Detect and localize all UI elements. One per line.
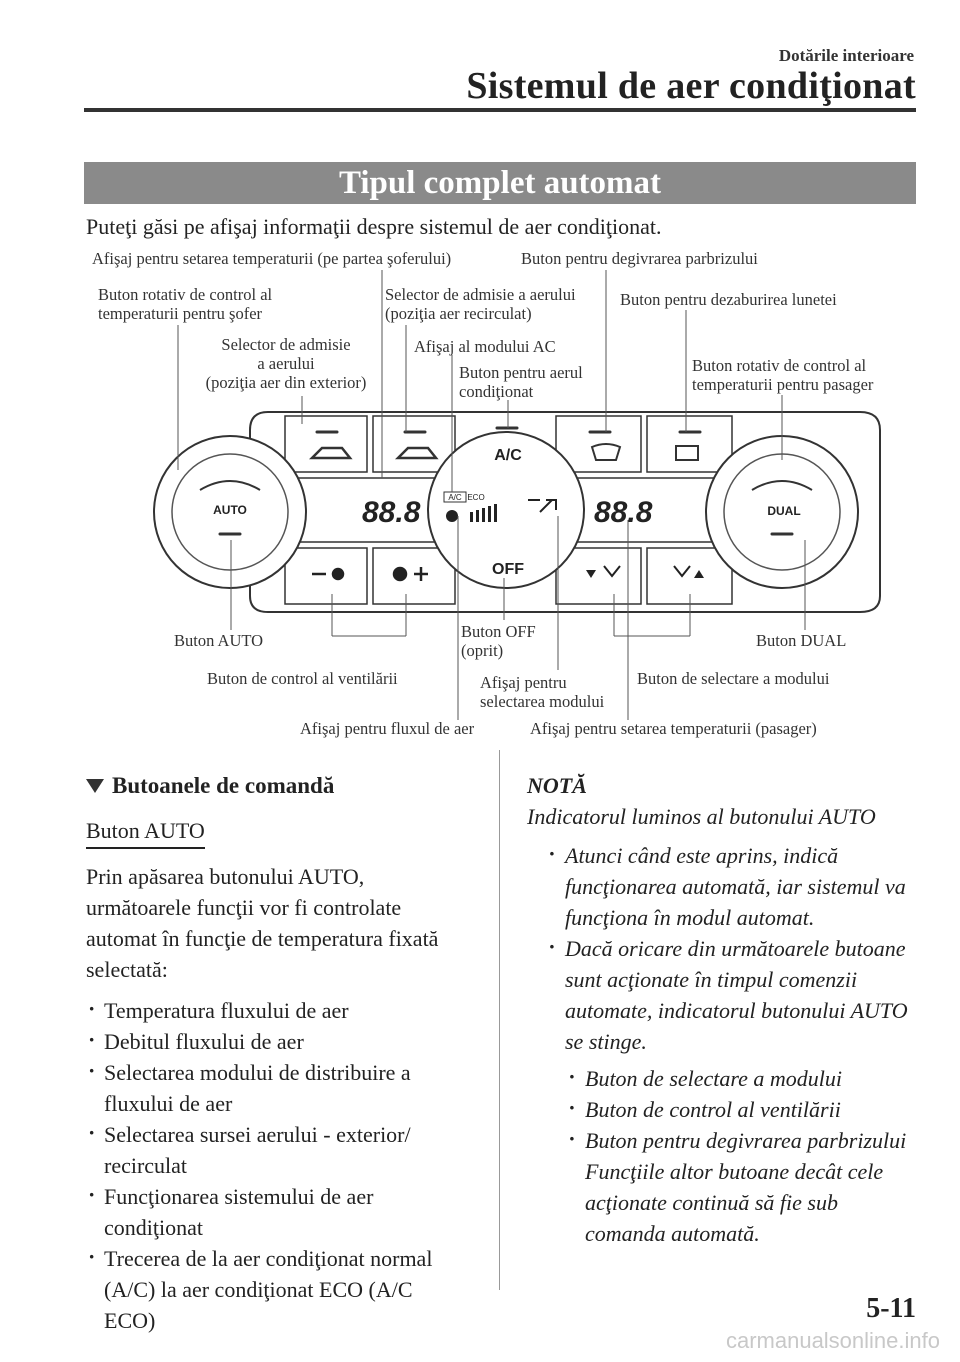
label-mode-select: Buton de selectare a modului xyxy=(637,669,830,688)
section-banner: Tipul complet automat xyxy=(84,162,916,204)
note-heading: NOTĂ xyxy=(527,773,587,798)
label-auto-button: Buton AUTO xyxy=(174,631,264,650)
center-dial xyxy=(428,432,584,588)
label-driver-temp-dial: Buton rotativ de control al temperaturii pentru şofer xyxy=(98,285,273,323)
label-ac-display: Afişaj al modului AC xyxy=(414,337,556,356)
label-defrost-windshield: Buton pentru degivrarea parbrizului xyxy=(521,249,758,268)
label-fan-control: Buton de control al ventilării xyxy=(207,669,398,688)
auto-functions-list xyxy=(86,995,466,1336)
right-column xyxy=(527,770,917,1249)
list-item: · Funcţionarea sistemului de aer condiţionat xyxy=(86,1181,466,1243)
list-item: · Debitul fluxului de aer xyxy=(86,1026,466,1057)
note-list xyxy=(547,840,917,1057)
list-item: · Atunci când este aprins, indică funcţionarea automată, iar sistemul va funcţiona în modul automat. xyxy=(547,840,917,933)
list-item: · Trecerea de la aer condiţionat normal (A/C) la aer condiţionat ECO (A/C ECO) xyxy=(86,1243,466,1336)
auto-description: Prin apăsarea butonului AUTO, următoarele funcţii vor fi controlate automat în funcţie de temperatura fixată selectată: xyxy=(86,864,439,982)
label-airflow-display: Afişaj pentru fluxul de aer xyxy=(300,719,475,738)
label-ac-button: Buton pentru aerul condiţionat xyxy=(459,363,583,401)
note-closing: Funcţiile altor butoane decât cele acţionate continuă să fie sub comanda automată. xyxy=(585,1159,884,1246)
list-item: · Buton de control al ventilării xyxy=(567,1094,917,1125)
driver-temp-dial xyxy=(154,436,306,588)
intro-text: Puteţi găsi pe afişaj informaţii despre sistemul de aer condiţionat. xyxy=(86,214,662,239)
fan-display-icon xyxy=(446,510,458,522)
list-item: · Dacă oricare din următoarele butoane sunt acţionate în timpul comenzii automate, indicatorul butonului AUTO se stinge. xyxy=(547,933,917,1057)
left-column xyxy=(86,770,466,1336)
label-off-button: Buton OFF (oprit) xyxy=(461,622,536,660)
column-divider xyxy=(499,750,500,1290)
passenger-temp-segment: 88.8 xyxy=(594,496,653,529)
list-item: · Buton pentru degivrarea parbrizului xyxy=(567,1125,917,1156)
list-item: · Selectarea modului de distribuire a fluxului de aer xyxy=(86,1057,466,1119)
dual-button-label: DUAL xyxy=(767,504,801,518)
list-item: · Buton de selectare a modului xyxy=(567,1063,917,1094)
label-dual-button: Buton DUAL xyxy=(756,631,847,650)
triangle-bullet-icon xyxy=(86,779,104,793)
note-sublist xyxy=(567,1063,917,1156)
list-item: · Temperatura fluxului de aer xyxy=(86,995,466,1026)
driver-temp-segment: 88.8 xyxy=(362,496,421,529)
label-temp-display-driver: Afişaj pentru setarea temperaturii (pe partea şoferului) xyxy=(92,249,452,268)
note-subheading: Indicatorul luminos al butonului AUTO xyxy=(527,804,876,829)
controls-heading: Butoanele de comandă xyxy=(86,770,466,801)
eco-indicator: ECO xyxy=(467,493,485,502)
page-number: 5-11 xyxy=(866,1293,916,1324)
label-intake-recirc: Selector de admisie a aerului (poziţia aer recirculat) xyxy=(385,285,576,323)
auto-button-subheading: Buton AUTO xyxy=(86,815,205,849)
label-intake-fresh: Selector de admisie a aerului (poziţia aer din exterior) xyxy=(205,335,367,392)
label-temp-display-passenger: Afişaj pentru setarea temperaturii (pasager) xyxy=(530,719,817,738)
label-rear-defog: Buton pentru dezaburirea lunetei xyxy=(620,290,837,309)
label-mode-display: Afişaj pentru selectarea modului xyxy=(480,673,605,711)
off-button-label: OFF xyxy=(492,561,524,578)
list-item: · Selectarea sursei aerului - exterior/ recirculat xyxy=(86,1119,466,1181)
section-name: Dotările interioare xyxy=(778,46,914,65)
auto-button-label: AUTO xyxy=(213,503,247,517)
page-title: Sistemul de aer condiţionat xyxy=(466,65,916,107)
ac-button-label: A/C xyxy=(494,447,522,464)
watermark: carmanualsonline.info xyxy=(725,1328,940,1353)
ac-eco-indicator: A/C xyxy=(448,493,462,502)
label-passenger-temp-dial: Buton rotativ de control al temperaturii pentru pasager xyxy=(692,356,874,394)
